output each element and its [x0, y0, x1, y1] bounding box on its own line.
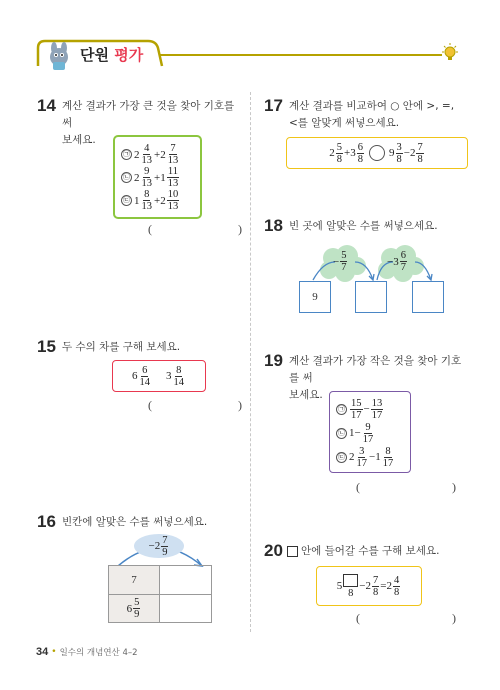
- q19-answer-blank[interactable]: [356, 480, 456, 495]
- q19-c-n2: 8: [385, 445, 391, 457]
- q19-paren-close: ): [452, 480, 456, 494]
- q16-number: 16: [37, 512, 56, 531]
- q19-item-c: [336, 445, 410, 469]
- q14-c-n1: 8: [144, 189, 150, 200]
- q15-number: 15: [37, 337, 56, 356]
- q20-square-icon: [287, 546, 298, 557]
- q19-b-n2: 9: [365, 421, 371, 433]
- q17-l-w1: 2: [329, 147, 335, 159]
- q18-c1-sign: −: [333, 255, 340, 268]
- q17-r-n1: 3: [396, 141, 402, 153]
- q15-a-d: 14: [139, 376, 150, 388]
- q14-a-n2: 7: [170, 143, 176, 154]
- q14-b-w2: 1: [160, 171, 166, 184]
- q14-a-d1: 13: [141, 155, 152, 166]
- q14-c-n2: 10: [167, 189, 179, 200]
- q17-r-op: −: [403, 147, 410, 159]
- q20-w1: 5: [336, 580, 343, 592]
- q15-paren-close: ): [238, 398, 242, 412]
- q19-a-n1: 15: [351, 397, 362, 409]
- q15-a-n: 6: [142, 364, 148, 376]
- q20-w3: 2: [386, 580, 392, 592]
- q20-box: [316, 566, 422, 606]
- q14-a-w2: 2: [160, 148, 166, 161]
- q14-marker-a: ㉠: [123, 150, 130, 158]
- mascot-icon: [44, 42, 74, 72]
- q15-text: 두 수의 차를 구해 보세요.: [62, 341, 181, 353]
- q19-b-op: −: [354, 427, 361, 439]
- q18-c1-n: 5: [341, 250, 347, 261]
- q15-b-d: 14: [173, 376, 184, 388]
- q20-op: −: [359, 580, 366, 592]
- q19-marker-c: ㉢: [338, 452, 345, 461]
- q18-answer-box-1[interactable]: [355, 281, 387, 313]
- q20-n2: 7: [373, 574, 379, 586]
- q14-marker-c: ㉢: [123, 196, 130, 204]
- q19-box: [329, 391, 411, 473]
- q19-item-a: [336, 397, 410, 421]
- q20-text: 안에 들어갈 수를 구해 보세요.: [301, 545, 440, 557]
- q15-paren-open: (: [148, 398, 152, 412]
- q17-l-w2: 3: [350, 147, 356, 159]
- q17-r-d1: 8: [396, 153, 402, 165]
- q17-text: [289, 98, 469, 132]
- q20-d2: 8: [373, 586, 379, 598]
- q18-start-value: 9: [312, 291, 318, 303]
- q16-op-w: 2: [154, 540, 161, 552]
- q14-box: [113, 135, 202, 219]
- q19-item-b: [336, 421, 410, 445]
- q19-c-d2: 17: [382, 457, 394, 469]
- q18-start-box: [299, 281, 331, 313]
- q14-c-d2: 13: [167, 201, 179, 212]
- q16-answer-cell-2[interactable]: [160, 595, 211, 622]
- q17-number: 17: [264, 96, 283, 115]
- q18-number: 18: [264, 216, 283, 235]
- q15-b-n: 8: [176, 364, 182, 376]
- q19-text-line2: 보세요.: [289, 389, 323, 401]
- q18-cloud-2-label: [387, 250, 408, 273]
- q17-l-d2: 8: [357, 153, 363, 165]
- q14-text-line2: 보세요.: [62, 134, 96, 146]
- q19-b-w1: 1: [349, 427, 355, 439]
- q16-cell-1: [109, 566, 160, 595]
- q17-r-n2: 7: [417, 141, 423, 153]
- q19-marker-a: ㉠: [338, 404, 345, 413]
- q17-r-d2: 8: [417, 153, 423, 165]
- q14-b-w1: 2: [134, 171, 140, 184]
- header-title-1: 단원: [80, 46, 109, 64]
- q17-l-d1: 8: [336, 153, 343, 165]
- q17-r-w2: 2: [409, 147, 416, 159]
- q17-l-n2: 6: [357, 141, 363, 153]
- q20-paren-open: (: [356, 611, 360, 625]
- book-title: 일수의 개념연산 4–2: [59, 648, 138, 658]
- q20-blank-square[interactable]: [343, 574, 358, 587]
- q20-answer-blank[interactable]: [356, 611, 456, 626]
- q19-b-d2: 17: [362, 433, 374, 445]
- q15-b-w: 3: [166, 370, 172, 382]
- q14-item-c: [121, 189, 200, 212]
- q20-eq: =: [380, 580, 387, 592]
- column-divider: [250, 92, 251, 632]
- q19-marker-b: ㉡: [338, 428, 345, 437]
- q15-a-w: 6: [132, 370, 138, 382]
- q18-text: 빈 곳에 알맞은 수를 써넣으세요.: [289, 220, 438, 232]
- q16-cell-2-n: 5: [134, 597, 140, 608]
- q16-cell-2-d: 9: [134, 609, 140, 620]
- q16-op-sign: −: [148, 540, 155, 552]
- q20-paren-close: ): [452, 611, 456, 625]
- q20-n3: 4: [393, 574, 400, 586]
- q17-box: [286, 137, 468, 169]
- q20-d3: 8: [393, 586, 400, 598]
- q16-text: 빈칸에 알맞은 수를 써넣으세요.: [62, 516, 208, 528]
- q14-number: 14: [37, 96, 56, 115]
- q14-paren-close: ): [238, 222, 242, 236]
- q15-answer-blank[interactable]: [148, 398, 242, 413]
- q18-cloud-1-label: [333, 250, 348, 273]
- lightbulb-icon: [440, 42, 460, 66]
- header-bar: [30, 38, 460, 70]
- q14-a-d2: 13: [167, 155, 179, 166]
- q14-b-n2: 11: [167, 166, 179, 177]
- q17-l-op: +: [344, 147, 351, 159]
- q19-c-d1: 17: [356, 457, 367, 469]
- q15-box: [112, 360, 206, 392]
- q19-a-d2: 17: [371, 409, 383, 421]
- q16-answer-cell-1[interactable]: [160, 566, 211, 595]
- q19-c-n1: 3: [359, 445, 365, 457]
- q19-text-line1: 계산 결과가 가장 작은 것을 찾아 기호를 써: [289, 355, 462, 384]
- q18-c2-n: 6: [400, 250, 406, 261]
- q16-operator-oval: [134, 534, 184, 558]
- q14-a-n1: 4: [144, 143, 150, 154]
- q14-c-op: +: [154, 194, 161, 207]
- q14-paren-open: (: [148, 222, 152, 236]
- q17-compare-circle[interactable]: [369, 145, 385, 161]
- q19-c-op: −: [369, 451, 376, 463]
- q14-answer-blank[interactable]: [148, 222, 242, 237]
- q14-a-op: +: [154, 148, 161, 161]
- q14-b-d1: 13: [141, 178, 152, 189]
- q16-cell-2-w: 6: [126, 602, 133, 615]
- q20-d1: 8: [348, 587, 354, 599]
- q14-b-d2: 13: [167, 178, 179, 189]
- q18-c1-d: 7: [341, 262, 347, 273]
- q19-c-w2: 1: [375, 451, 381, 463]
- q17-l-n1: 5: [336, 141, 343, 153]
- q14-c-w2: 2: [160, 194, 166, 207]
- footer-dot: •: [51, 647, 57, 657]
- q19-c-w1: 2: [349, 451, 355, 463]
- q19-number: 19: [264, 351, 283, 370]
- q17-text-line1: 계산 결과를 비교하여 ○ 안에 >, =,: [289, 100, 455, 112]
- q14-marker-b: ㉡: [123, 173, 130, 181]
- q14-c-w1: 1: [134, 194, 140, 207]
- q16-op-n: 7: [162, 534, 168, 546]
- q19-paren-open: (: [356, 480, 360, 494]
- q19-a-n2: 13: [371, 397, 383, 409]
- q19-a-d1: 17: [351, 409, 362, 421]
- q20-text-wrap: [287, 543, 439, 560]
- q14-c-d1: 13: [141, 201, 152, 212]
- q17-r-w1: 9: [389, 147, 395, 159]
- q14-b-n1: 9: [144, 166, 150, 177]
- q18-c2-sign: −: [387, 255, 394, 268]
- footer: [36, 646, 138, 658]
- q18-c2-w: 3: [393, 255, 399, 268]
- q20-number: 20: [264, 541, 283, 560]
- q16-cell-1-value: 7: [131, 574, 137, 586]
- q14-item-b: [121, 166, 200, 189]
- q18-answer-box-2[interactable]: [412, 281, 444, 313]
- page-number: 34: [36, 646, 49, 658]
- q14-item-a: [121, 143, 200, 166]
- q16-cell-2: [109, 595, 160, 622]
- q14-a-w1: 2: [134, 148, 140, 161]
- q14-text-line1: 계산 결과가 가장 큰 것을 찾아 기호를 써: [62, 100, 235, 129]
- q14-b-op: +: [154, 171, 161, 184]
- q17-text-line2: <를 알맞게 써넣으세요.: [289, 117, 400, 129]
- q18-c2-d: 7: [400, 262, 406, 273]
- q19-a-op: −: [363, 403, 370, 415]
- q16-op-d: 9: [162, 546, 168, 558]
- header-title-2: 평가: [114, 46, 144, 64]
- q20-w2: 2: [365, 580, 371, 592]
- q16-grid: [108, 565, 212, 623]
